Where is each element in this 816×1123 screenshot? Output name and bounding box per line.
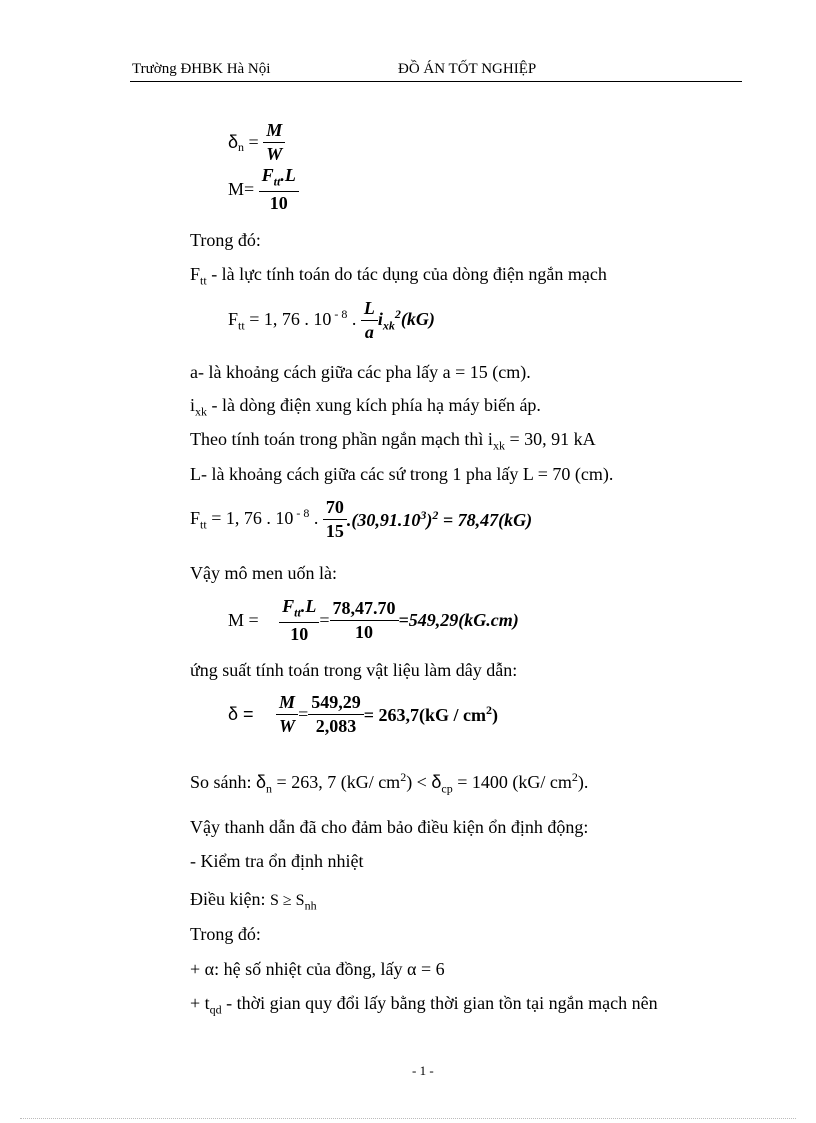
i-letter: i: [377, 309, 383, 330]
equals: =: [248, 132, 259, 152]
f-letter: F: [261, 165, 274, 185]
ixk-letter: i: [190, 395, 196, 415]
compare-prefix: So sánh:: [190, 772, 257, 792]
theo-prefix: Theo tính toán trong phần ngắn mạch thì i: [190, 429, 493, 449]
stress-result: = 263,7(kG / cm: [363, 705, 486, 725]
m-f-sub: tt: [294, 605, 301, 620]
tqd-sub: qd: [209, 1002, 222, 1017]
dot-l: .L: [280, 165, 296, 185]
f-sub: tt: [273, 174, 281, 189]
fraction-l-a: [361, 298, 378, 343]
m-l: .L: [300, 596, 317, 616]
trong-do-1: Trong đó:: [190, 230, 261, 250]
fraction-ftt-l-10: [279, 596, 319, 645]
calc-f-sub: tt: [200, 517, 207, 532]
calc-sq: 2: [432, 508, 439, 522]
a-letter: a: [364, 322, 374, 342]
m-equals: =: [319, 609, 330, 630]
l-letter: L: [361, 298, 378, 321]
theo-line: [190, 429, 596, 454]
a-description: a- là khoảng cách giữa các pha lấy a = 15 (cm).: [190, 362, 531, 382]
ftt-description: [190, 264, 607, 289]
compare-mid2: ) <: [406, 772, 432, 792]
header-title: ĐỒ ÁN TỐT NGHIỆP: [398, 61, 537, 77]
stress-m: M: [276, 692, 298, 715]
cond-s: S ≥ S: [269, 892, 305, 909]
stress-calculation: [228, 692, 498, 737]
m-eq: M =: [228, 609, 259, 630]
trong-do-2: Trong đó:: [190, 924, 261, 944]
ftt-formula: [228, 298, 435, 343]
m-den2: 10: [355, 621, 373, 642]
header-rule: [130, 81, 742, 82]
m-result: =549,29(kG.cm): [398, 609, 519, 630]
ftt-desc: - là lực tính toán do tác dụng của dòng điện ngắn mạch: [206, 264, 607, 284]
calc-dot: .: [309, 508, 323, 529]
calc-close: ): [426, 510, 433, 530]
tqd-prefix: + t: [190, 993, 210, 1013]
compare-sup2: 2: [571, 770, 578, 784]
compare-sub-cp: cp: [441, 781, 453, 796]
ftt-f-sub: tt: [238, 318, 245, 333]
fraction-m-w-2: [276, 692, 298, 737]
alpha-line: + α: hệ số nhiệt của đồng, lấy α = 6: [190, 959, 445, 979]
delta-symbol: δ: [228, 132, 239, 152]
tqd-line: [190, 993, 658, 1018]
stress-lhs: δ =: [228, 704, 254, 724]
fraction-70-15: [323, 497, 347, 542]
ftt-calculation: [190, 497, 532, 542]
theo-sub: xk: [492, 438, 505, 453]
stress-intro: ứng suất tính toán trong vật liệu làm dây dẫn:: [190, 660, 518, 680]
l-description: L- là khoảng cách giữa các sứ trong 1 pha lấy L = 70 (cm).: [190, 464, 614, 484]
theo-suffix: = 30, 91 kA: [504, 429, 596, 449]
numerator: M: [263, 120, 285, 143]
fraction-7847-10: [330, 598, 399, 643]
fraction-ftt-l: [259, 165, 299, 214]
ftt-f: F: [228, 309, 239, 330]
calc-exp: - 8: [293, 506, 310, 521]
m-num2: 78,47.70: [330, 598, 399, 621]
ftt-exp: - 8: [331, 307, 348, 322]
ftt-coef: = 1, 76 . 10: [244, 309, 332, 330]
calc-exp3: 3: [420, 508, 427, 522]
moment-calculation: [228, 596, 519, 645]
ftt-letter: F: [190, 264, 201, 284]
ftt-sub: tt: [200, 273, 207, 288]
compare-delta: δ: [256, 772, 267, 792]
calc-coef: = 1, 76 . 10: [206, 508, 294, 529]
tqd-desc: - thời gian quy đổi lấy bằng thời gian tồn tại ngắn mạch nên: [221, 993, 658, 1013]
moment-intro: Vậy mô men uốn là:: [190, 563, 337, 583]
fraction-549-2083: [308, 692, 364, 737]
header-school: Trường ĐHBK Hà Nội: [132, 61, 271, 77]
stress-num2: 549,29: [308, 692, 364, 715]
stress-close: ): [491, 705, 498, 725]
m-den1: 10: [290, 623, 309, 644]
ixk-sub: xk: [195, 404, 208, 419]
stress-sup: 2: [485, 703, 492, 717]
ten: 10: [269, 192, 288, 213]
calc-result: = 78,47(kG): [438, 510, 533, 530]
compare-delta2: δ: [431, 772, 442, 792]
compare-sub-n: n: [266, 781, 273, 796]
calc-den: 15: [325, 521, 344, 541]
ixk-desc: - là dòng điện xung kích phía hạ máy biến áp.: [207, 395, 541, 415]
compare-end2: ).: [577, 772, 589, 792]
compare-mid: = 263, 7 (kG/ cm: [272, 772, 401, 792]
delta-sub: n: [238, 140, 245, 155]
page-bottom-border: [20, 1118, 796, 1119]
calc-f: F: [190, 508, 201, 529]
calc-mid: .(30,91.10: [346, 510, 421, 530]
kg-unit: (kG): [400, 309, 435, 330]
i-sub: xk: [382, 318, 395, 333]
ixk-description: [190, 395, 541, 420]
stress-w: W: [279, 716, 296, 736]
stable-line: Vậy thanh dẫn đã cho đảm bảo điều kiện ổn định động:: [190, 817, 589, 837]
stress-den2: 2,083: [315, 716, 357, 736]
calc-num: 70: [323, 497, 347, 520]
ftt-dot: .: [347, 309, 361, 330]
m-lhs: M=: [228, 178, 255, 199]
denominator: W: [266, 144, 283, 164]
compare-end: = 1400 (kG/ cm: [452, 772, 572, 792]
formula-moment: [228, 165, 299, 214]
fraction-m-w: [263, 120, 285, 165]
check-line: - Kiểm tra ổn định nhiệt: [190, 851, 364, 871]
i-sq: 2: [394, 307, 401, 322]
formula-delta-n: [228, 120, 285, 166]
page-number: - 1 -: [412, 1063, 434, 1078]
cond-sub: nh: [304, 898, 317, 913]
compare-sup1: 2: [400, 770, 407, 784]
compare-line: [190, 770, 588, 797]
m-f: F: [282, 596, 295, 616]
stress-equals: =: [298, 704, 309, 724]
cond-label: Điều kiện:: [190, 889, 270, 909]
condition-line: [190, 889, 317, 914]
